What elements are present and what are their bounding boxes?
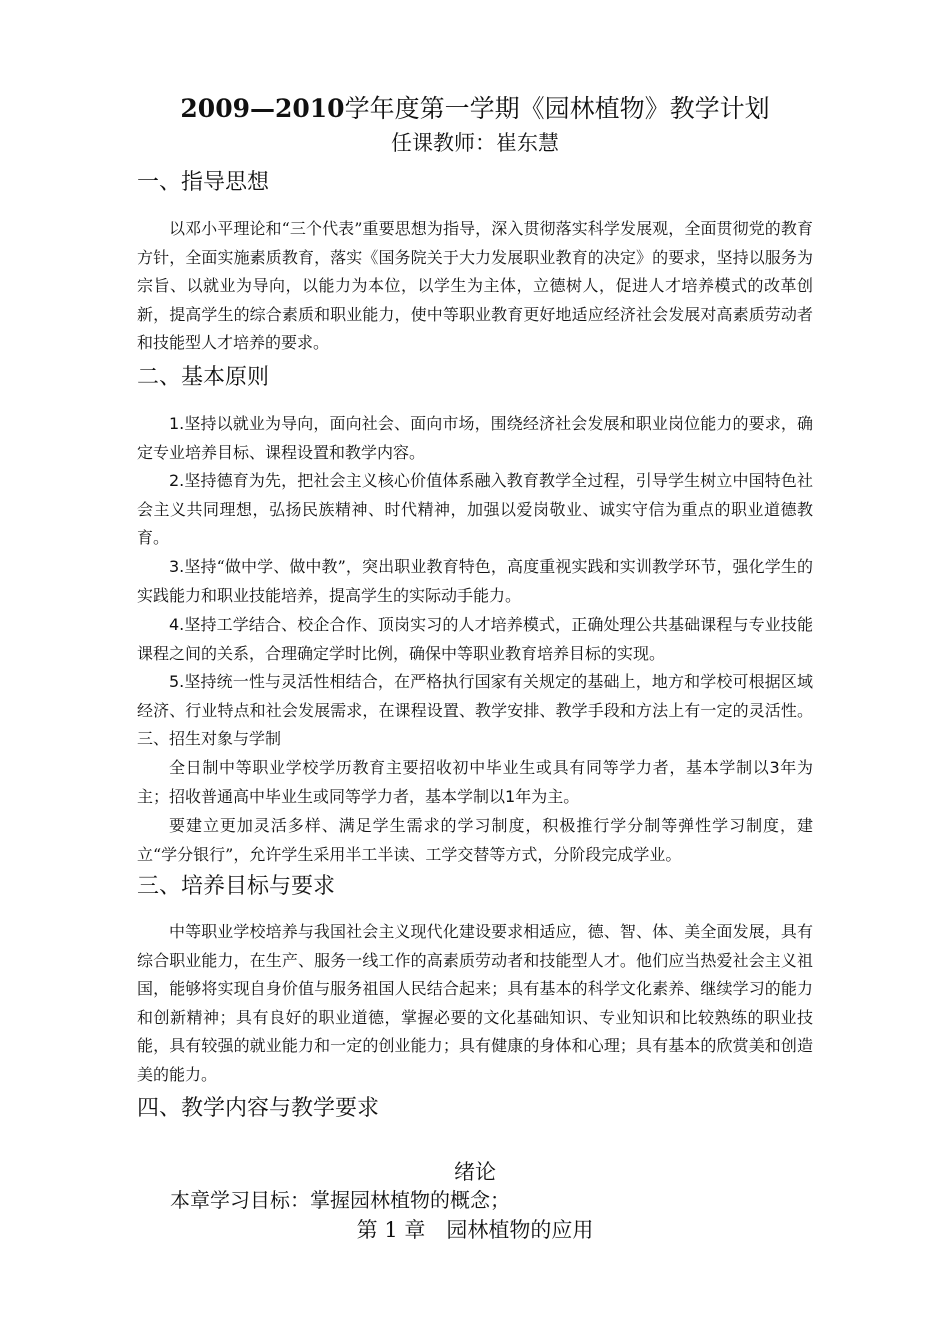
principle-number-1: 1. — [169, 414, 185, 433]
principle-text-4: 坚持工学结合、校企合作、顶岗实习的人才培养模式，正确处理公共基础课程与专业技能课程之间的关系，合理确定学时比例，确保中等职业教育培养目标的实现。 — [137, 615, 813, 663]
enrollment-years-1: 1 — [505, 786, 516, 806]
enrollment-text-b: 年为主；招收普通高中毕业生或同等学力者，基本学制以 — [137, 758, 813, 806]
principle-number-3: 3. — [169, 557, 185, 576]
introduction-title: 绪论 — [454, 1160, 496, 1184]
credit-system-paragraph: 要建立更加灵活多样、满足学生需求的学习制度，积极推行学分制等弹性学习制度，建立“学分银行”，允许学生采用半工半读、工学交替等方式，分阶段完成学业。 — [137, 816, 813, 864]
chapter-learning-goal: 本章学习目标：掌握园林植物的概念； — [170, 1188, 510, 1212]
section-heading-training-goals: 三、培养目标与要求 — [137, 874, 336, 899]
principle-number-4: 4. — [169, 615, 185, 634]
guiding-ideology-paragraph: 以邓小平理论和“三个代表”重要思想为指导，深入贯彻落实科学发展观，全面贯彻党的教育方针，全面实施素质教育，落实《国务院关于大力发展职业教育的决定》的要求，坚持以服务为宗旨、以就业为导向，以能力为本位，以学生为主体，立德树人，促进人才培养模式的改革创新，提高学生的综合素质和职业能力，使中等职业教育更好地适应经济社会发展对高素质劳动者和技能型人才培养的要求。 — [137, 219, 813, 353]
section-heading-basic-principles: 二、基本原则 — [137, 365, 270, 390]
enrollment-paragraph — [137, 754, 813, 811]
principle-number-5: 5. — [169, 672, 185, 691]
training-goals-paragraph: 中等职业学校培养与我国社会主义现代化建设要求相适应，德、智、体、美全面发展，具有综合职业能力，在生产、服务一线工作的高素质劳动者和技能型人才。他们应当热爱社会主义祖国，能够将实现自身价值与服务祖国人民结合起来；具有基本的科学文化素养、继续学习的能力和创新精神；具有良好的职业道德，掌握必要的文化基础知识、专业知识和比较熟练的职业技能，具有较强的就业能力和一定的创业能力；具有健康的身体和心理；具有基本的欣赏美和创造美的能力。 — [137, 922, 813, 1084]
principle-paragraph-2 — [137, 467, 813, 553]
principle-paragraph-4 — [137, 611, 813, 668]
enrollment-years-3: 3 — [769, 758, 780, 777]
principle-text-2: 坚持德育为先，把社会主义核心价值体系融入教育教学全过程，引导学生树立中国特色社会主义共同理想，弘扬民族精神、时代精神，加强以爱岗敬业、诚实守信为重点的职业道德教育。 — [137, 471, 813, 548]
section-heading-teaching-content: 四、教学内容与教学要求 — [137, 1096, 380, 1121]
principle-paragraph-3 — [137, 553, 813, 610]
teacher-line: 任课教师：崔东慧 — [391, 131, 559, 155]
principle-paragraph-1 — [137, 410, 813, 467]
document-title — [0, 92, 950, 126]
title-year-range: 2009—2010 — [180, 94, 345, 123]
principle-text-3: 坚持“做中学、做中教”，突出职业教育特色，高度重视实践和实训教学环节，强化学生的实践能力和职业技能培养，提高学生的实际动手能力。 — [137, 557, 813, 605]
principle-text-1: 坚持以就业为导向，面向社会、面向市场，围绕经济社会发展和职业岗位能力的要求，确定专业培养目标、课程设置和教学内容。 — [137, 414, 813, 462]
enrollment-text-c: 年为主。 — [515, 786, 580, 806]
section-heading-guiding-ideology: 一、指导思想 — [137, 170, 270, 195]
chapter-1-title: 第 1 章 园林植物的应用 — [356, 1218, 594, 1242]
enrollment-text-a: 全日制中等职业学校学历教育主要招收初中毕业生或具有同等学力者，基本学制以 — [169, 758, 770, 777]
principle-text-5: 坚持统一性与灵活性相结合，在严格执行国家有关规定的基础上，地方和学校可根据区域经济、行业特点和社会发展需求，在课程设置、教学安排、教学手段和方法上有一定的灵活性。三、招生对象与学制 — [137, 672, 813, 749]
title-text: 学年度第一学期《园林植物》教学计划 — [344, 94, 770, 123]
principle-paragraph-5 — [137, 668, 813, 754]
principle-number-2: 2. — [169, 471, 185, 490]
